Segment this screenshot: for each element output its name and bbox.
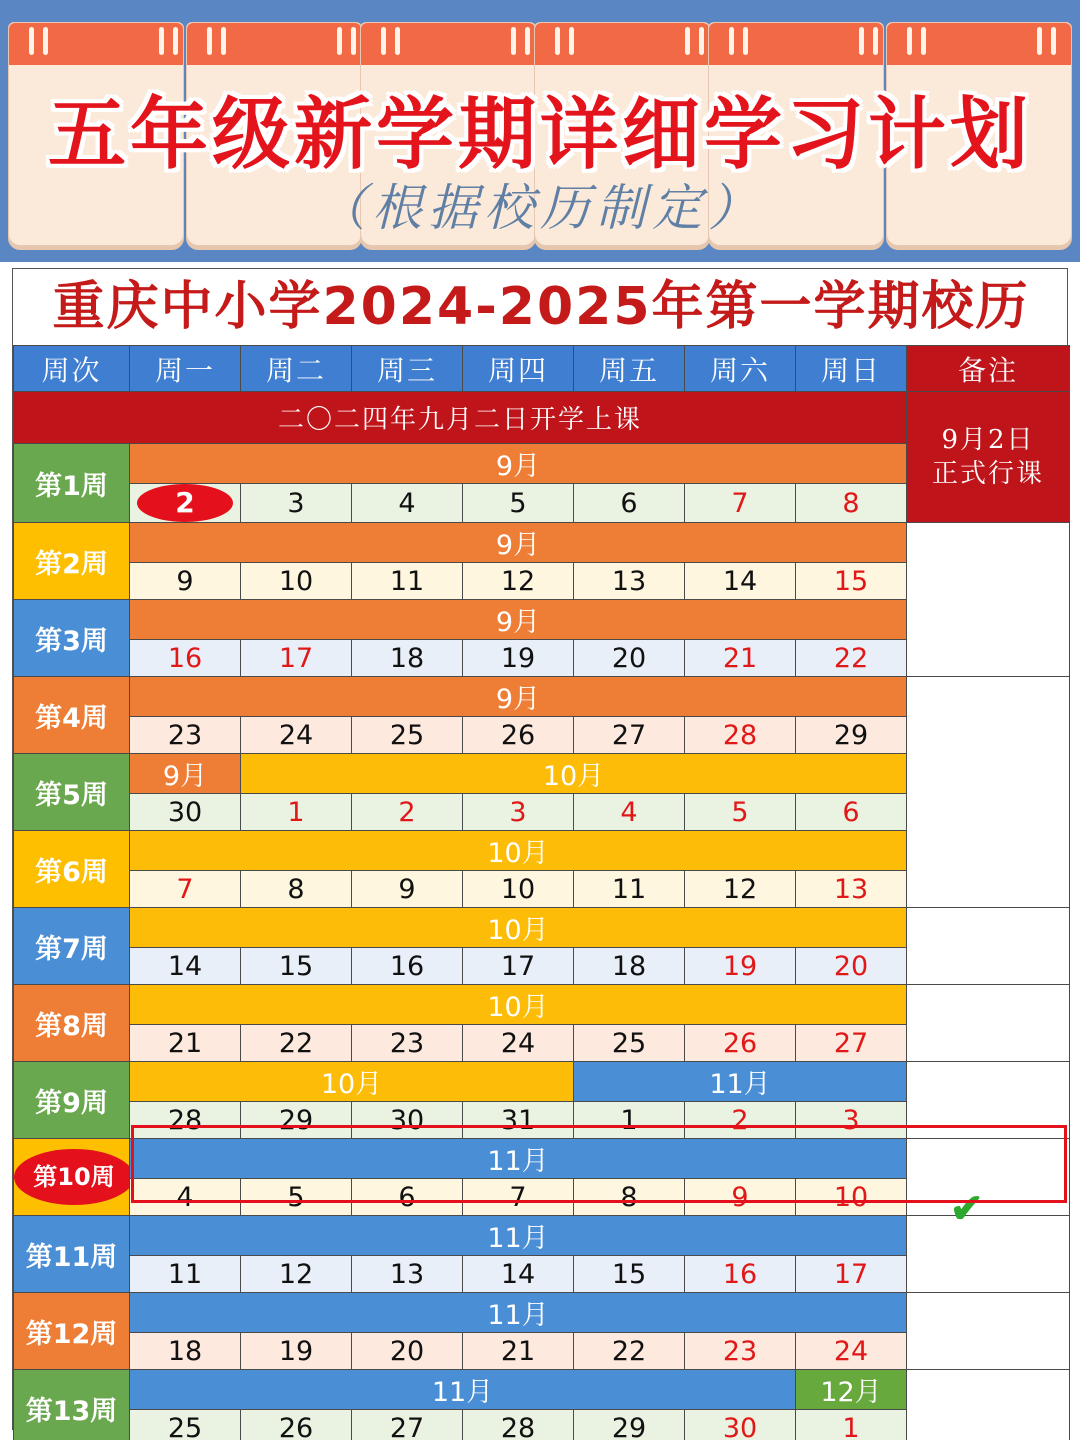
remark-text: 9月15-17日 — [916, 549, 1060, 615]
week-label — [14, 444, 130, 523]
day-cell: 10 — [796, 1179, 907, 1216]
day-cell: 8 — [574, 1179, 685, 1216]
month-row — [14, 908, 1070, 948]
day-cell: 19 — [463, 640, 574, 677]
day-cell: 3 — [241, 484, 352, 523]
day-cell: 9 — [352, 871, 463, 908]
day-cell: 6 — [574, 484, 685, 523]
week-label — [14, 677, 130, 754]
calendar-title: 重庆中小学2024-2025年第一学期校历 — [52, 277, 1030, 337]
day-cell: 20 — [796, 948, 907, 985]
month-label: 10月 — [130, 908, 907, 948]
day-cell: 22 — [574, 1333, 685, 1370]
week-label-text: 第8周 — [35, 1010, 108, 1042]
col-header-remarks: 备注 — [907, 346, 1070, 392]
month-row — [14, 1062, 1070, 1102]
day-cell: 30 — [352, 1102, 463, 1139]
day-cell: 30 — [685, 1410, 796, 1440]
binder-ring-icon — [555, 27, 560, 55]
binder-ring-icon — [1051, 27, 1056, 55]
day-cell: 3 — [796, 1102, 907, 1139]
remark-text: 为国庆放假 — [913, 759, 1063, 790]
remark-cell — [907, 1139, 1070, 1232]
binder-ring-icon — [921, 27, 926, 55]
binder-ring-icon — [685, 27, 690, 55]
day-cell: 22 — [241, 1025, 352, 1062]
day-cell: 26 — [685, 1025, 796, 1062]
day-cell: 30 — [130, 794, 241, 831]
month-label: 11月 — [574, 1062, 907, 1102]
day-cell: 11 — [352, 563, 463, 600]
week-label-text: 第4周 — [35, 702, 108, 734]
week-label — [14, 754, 130, 831]
day-cell: 14 — [685, 563, 796, 600]
month-label: 10月 — [241, 754, 907, 794]
day-cell: 12 — [241, 1256, 352, 1293]
day-cell: 19 — [241, 1333, 352, 1370]
month-label: 10月 — [130, 831, 907, 871]
day-cell: 23 — [352, 1025, 463, 1062]
day-cell: 9 — [685, 1179, 796, 1216]
month-label: 11月 — [130, 1216, 907, 1256]
day-cell: 24 — [796, 1333, 907, 1370]
day-cell: 16 — [130, 640, 241, 677]
week-label — [14, 831, 130, 908]
checkmark-icon: ✔ — [950, 1185, 987, 1232]
day-cell: 15 — [574, 1256, 685, 1293]
remark-cell — [907, 1293, 1070, 1370]
col-header-tue: 周二 — [241, 346, 352, 392]
binder-ring-icon — [873, 27, 878, 55]
day-cell: 16 — [352, 948, 463, 985]
day-cell: 7 — [463, 1179, 574, 1216]
day-cell: 23 — [130, 717, 241, 754]
week-label-text: 第6周 — [35, 856, 108, 888]
day-cell: 29 — [574, 1410, 685, 1440]
header-row — [14, 346, 1070, 392]
day-cell: 15 — [241, 948, 352, 985]
col-header-week: 周次 — [14, 346, 130, 392]
day-cell: 1 — [241, 794, 352, 831]
day-cell: 24 — [463, 1025, 574, 1062]
month-label: 9月 — [130, 444, 907, 484]
day-cell: 29 — [241, 1102, 352, 1139]
day-cell: 26 — [463, 717, 574, 754]
day-cell: 5 — [685, 794, 796, 831]
day-cell: 11 — [130, 1256, 241, 1293]
remark-text: 为中秋放假 — [913, 617, 1063, 649]
header-banner — [0, 0, 1080, 262]
binder-ring-icon — [29, 27, 34, 55]
binder-ring-icon — [351, 27, 356, 55]
month-label: 11月 — [130, 1370, 796, 1410]
binder-ring-icon — [1037, 27, 1042, 55]
month-row — [14, 523, 1070, 563]
school-start-banner: 二〇二四年九月二日开学上课 — [14, 392, 907, 444]
week-label-text: 第2周 — [35, 548, 108, 580]
day-cell: 18 — [574, 948, 685, 985]
day-cell: 27 — [574, 717, 685, 754]
binder-ring-icon — [337, 27, 342, 55]
day-cell — [130, 484, 241, 523]
remark-text: 月12日调课 — [907, 861, 1069, 892]
day-cell: 14 — [463, 1256, 574, 1293]
week-label-text: 第1周 — [35, 470, 108, 502]
binder-ring-icon — [159, 27, 164, 55]
col-header-wed: 周三 — [352, 346, 463, 392]
month-label: 11月 — [130, 1293, 907, 1333]
day-cell: 21 — [130, 1025, 241, 1062]
day-cell: 20 — [352, 1333, 463, 1370]
day-cell: 17 — [463, 948, 574, 985]
remark-cell — [907, 1062, 1070, 1139]
month-label: 9月 — [130, 754, 241, 794]
day-cell: 11 — [574, 871, 685, 908]
binder-ring-icon — [569, 27, 574, 55]
col-header-sat: 周六 — [685, 346, 796, 392]
day-cell: 17 — [796, 1256, 907, 1293]
day-cell: 1 — [574, 1102, 685, 1139]
day-cell: 19 — [685, 948, 796, 985]
day-cell: 2 — [352, 794, 463, 831]
day-cell: 6 — [352, 1179, 463, 1216]
binder-ring-icon — [207, 27, 212, 55]
day-cell: 28 — [130, 1102, 241, 1139]
remark-cell — [907, 1370, 1070, 1440]
page-subtitle: （根据校历制定） — [316, 179, 764, 237]
week-label — [14, 523, 130, 600]
day-cell: 5 — [241, 1179, 352, 1216]
day-cell: 13 — [574, 563, 685, 600]
col-header-sun: 周日 — [796, 346, 907, 392]
remark-text: 9月2日 — [941, 425, 1035, 455]
remark-cell — [907, 523, 1070, 677]
col-header-fri: 周五 — [574, 346, 685, 392]
first-day-marker: 2 — [137, 484, 233, 522]
week-label-text: 第12周 — [25, 1318, 118, 1350]
remark-cell — [907, 908, 1070, 985]
day-cell: 12 — [685, 871, 796, 908]
month-row — [14, 1216, 1070, 1256]
day-cell: 10 — [463, 871, 574, 908]
col-header-thu: 周四 — [463, 346, 574, 392]
binder-ring-icon — [173, 27, 178, 55]
day-cell: 9 — [130, 563, 241, 600]
day-cell: 3 — [463, 794, 574, 831]
binder-ring-icon — [221, 27, 226, 55]
day-cell: 21 — [463, 1333, 574, 1370]
page-title: 五年级新学期详细学习计划 — [47, 90, 1032, 180]
month-label: 9月 — [130, 600, 907, 640]
day-cell: 28 — [685, 717, 796, 754]
month-row — [14, 1293, 1070, 1333]
week-label-text: 第7周 — [35, 933, 108, 965]
binder-ring-icon — [43, 27, 48, 55]
day-cell: 7 — [130, 871, 241, 908]
binder-ring-icon — [525, 27, 530, 55]
remark-text: 正式行课 — [931, 459, 1044, 489]
binder-ring-icon — [729, 27, 734, 55]
day-cell: 29 — [796, 717, 907, 754]
day-cell: 8 — [241, 871, 352, 908]
week-label — [14, 1293, 130, 1370]
day-cell: 18 — [352, 640, 463, 677]
week-label-text: 第5周 — [35, 779, 108, 811]
binder-ring-icon — [699, 27, 704, 55]
day-cell: 20 — [574, 640, 685, 677]
remark-cell — [907, 985, 1070, 1062]
day-cell: 25 — [352, 717, 463, 754]
week-label — [14, 600, 130, 677]
calendar-table — [13, 345, 1070, 1440]
month-label: 9月 — [130, 523, 907, 563]
day-cell: 31 — [463, 1102, 574, 1139]
binder-ring-icon — [395, 27, 400, 55]
day-cell: 8 — [796, 484, 907, 523]
day-cell: 4 — [130, 1179, 241, 1216]
day-cell: 6 — [796, 794, 907, 831]
remark-cell — [907, 677, 1070, 908]
school-start-row — [14, 392, 1070, 444]
day-cell: 25 — [130, 1410, 241, 1440]
week-label — [14, 1062, 130, 1139]
remark-text: 半期检测 — [928, 1161, 1048, 1192]
day-cell: 28 — [463, 1410, 574, 1440]
day-cell: 10 — [241, 563, 352, 600]
month-label: 9月 — [130, 677, 907, 717]
week-label-text: 第10周 — [14, 1149, 130, 1205]
day-cell: 17 — [241, 640, 352, 677]
day-cell: 16 — [685, 1256, 796, 1293]
binder-ring-icon — [907, 27, 912, 55]
day-cell: 4 — [574, 794, 685, 831]
month-row — [14, 1139, 1070, 1179]
week-label — [14, 1139, 130, 1216]
week-label-text: 第9周 — [35, 1087, 108, 1119]
school-calendar — [12, 268, 1069, 1440]
week-label-text: 第11周 — [25, 1241, 118, 1273]
week-label — [14, 1216, 130, 1293]
month-row — [14, 1370, 1070, 1410]
remark-cell — [907, 1216, 1070, 1293]
binder-ring-icon — [859, 27, 864, 55]
remark-cell — [907, 392, 1070, 523]
binder-ring-icon — [381, 27, 386, 55]
week-label-text: 第3周 — [35, 625, 108, 657]
week-label — [14, 1370, 130, 1440]
week-label — [14, 908, 130, 985]
day-cell: 4 — [352, 484, 463, 523]
binder-ring-icon — [511, 27, 516, 55]
month-label: 11月 — [130, 1139, 907, 1179]
remark-text: 10月1日-7日 — [911, 691, 1065, 756]
day-cell: 5 — [463, 484, 574, 523]
month-label: 10月 — [130, 1062, 574, 1102]
day-cell: 21 — [685, 640, 796, 677]
day-cell: 18 — [130, 1333, 241, 1370]
day-cell: 12 — [463, 563, 574, 600]
col-header-mon: 周一 — [130, 346, 241, 392]
day-cell: 23 — [685, 1333, 796, 1370]
day-cell: 27 — [352, 1410, 463, 1440]
month-label: 12月 — [796, 1370, 907, 1410]
day-cell: 25 — [574, 1025, 685, 1062]
binder-ring-icon — [743, 27, 748, 55]
day-cell: 22 — [796, 640, 907, 677]
day-cell: 15 — [796, 563, 907, 600]
month-label: 10月 — [130, 985, 907, 1025]
month-row — [14, 985, 1070, 1025]
day-cell: 1 — [796, 1410, 907, 1440]
day-cell: 2 — [685, 1102, 796, 1139]
day-cell: 14 — [130, 948, 241, 985]
remark-text: 9月29日、10 — [912, 793, 1064, 858]
day-cell: 26 — [241, 1410, 352, 1440]
day-cell: 13 — [796, 871, 907, 908]
day-cell: 27 — [796, 1025, 907, 1062]
month-row — [14, 677, 1070, 717]
day-cell: 13 — [352, 1256, 463, 1293]
day-cell: 24 — [241, 717, 352, 754]
week-label-text: 第13周 — [25, 1395, 118, 1427]
day-cell: 7 — [685, 484, 796, 523]
week-label — [14, 985, 130, 1062]
